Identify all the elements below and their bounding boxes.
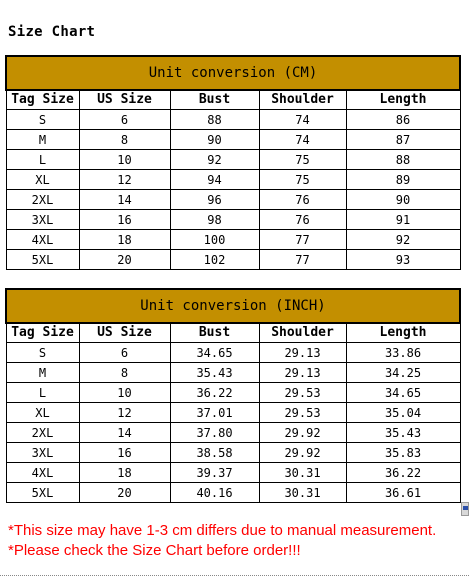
column-header: Length — [346, 90, 460, 110]
table-cell: 88 — [346, 150, 460, 170]
column-header: US Size — [79, 323, 170, 343]
table-cell: 37.01 — [170, 403, 259, 423]
table-cell: 16 — [79, 443, 170, 463]
table-cell: 93 — [346, 250, 460, 270]
table-cell: L — [6, 383, 79, 403]
table-row — [6, 190, 460, 210]
table-cell: 10 — [79, 383, 170, 403]
table-row — [6, 250, 460, 270]
table-cell: XL — [6, 170, 79, 190]
scroll-marker-icon — [461, 502, 469, 516]
table-cell: 88 — [170, 110, 259, 130]
size-table-inch — [5, 288, 461, 503]
table-cell: XL — [6, 403, 79, 423]
table-cell: 92 — [346, 230, 460, 250]
table-cell: 35.43 — [170, 363, 259, 383]
table-heading: Unit conversion (INCH) — [6, 289, 460, 323]
table-cell: 36.61 — [346, 483, 460, 503]
table-cell: 30.31 — [259, 483, 346, 503]
table-cell: 38.58 — [170, 443, 259, 463]
table-cell: 90 — [346, 190, 460, 210]
table-cell: 5XL — [6, 250, 79, 270]
table-row — [6, 403, 460, 423]
bottom-divider — [0, 575, 469, 576]
table-row — [6, 423, 460, 443]
table-cell: 102 — [170, 250, 259, 270]
table-cell: 29.13 — [259, 343, 346, 363]
table-cell: 18 — [79, 230, 170, 250]
table-cell: 87 — [346, 130, 460, 150]
table-cell: 6 — [79, 343, 170, 363]
table-cell: 76 — [259, 190, 346, 210]
column-header: Tag Size — [6, 323, 79, 343]
column-header: Length — [346, 323, 460, 343]
table-cell: 37.80 — [170, 423, 259, 443]
table-cell: 36.22 — [346, 463, 460, 483]
table-row — [6, 150, 460, 170]
column-header: Tag Size — [6, 90, 79, 110]
table-cell: 8 — [79, 130, 170, 150]
table-cell: 77 — [259, 250, 346, 270]
table-row — [6, 130, 460, 150]
table-cell: 86 — [346, 110, 460, 130]
table-cell: 34.65 — [346, 383, 460, 403]
table-cell: 14 — [79, 423, 170, 443]
table-cell: 20 — [79, 250, 170, 270]
table-cell: 34.65 — [170, 343, 259, 363]
table-cell: 29.92 — [259, 423, 346, 443]
table-cell: 29.92 — [259, 443, 346, 463]
column-header: Bust — [170, 90, 259, 110]
table-cell: 20 — [79, 483, 170, 503]
table-cell: 89 — [346, 170, 460, 190]
table-cell: 3XL — [6, 443, 79, 463]
table-cell: 29.53 — [259, 383, 346, 403]
table-row — [6, 343, 460, 363]
table-cell: 39.37 — [170, 463, 259, 483]
table-row — [6, 170, 460, 190]
table-row — [6, 230, 460, 250]
table-cell: 35.43 — [346, 423, 460, 443]
table-cell: L — [6, 150, 79, 170]
table-cell: S — [6, 343, 79, 363]
size-table-cm — [5, 55, 461, 270]
table-cell: 6 — [79, 110, 170, 130]
table-cell: 40.16 — [170, 483, 259, 503]
table-cell: 75 — [259, 150, 346, 170]
column-header: Shoulder — [259, 90, 346, 110]
table-row — [6, 443, 460, 463]
table-cell: 2XL — [6, 190, 79, 210]
table-cell: 8 — [79, 363, 170, 383]
table-cell: 4XL — [6, 230, 79, 250]
check-size-note: *Please check the Size Chart before order!!! — [8, 542, 301, 559]
table-cell: 34.25 — [346, 363, 460, 383]
table-cell: 18 — [79, 463, 170, 483]
page-title: Size Chart — [8, 24, 96, 40]
table-cell: 96 — [170, 190, 259, 210]
table-row — [6, 483, 460, 503]
table-cell: 75 — [259, 170, 346, 190]
table-cell: 74 — [259, 130, 346, 150]
table-cell: 14 — [79, 190, 170, 210]
table-cell: 29.13 — [259, 363, 346, 383]
table-cell: 5XL — [6, 483, 79, 503]
table-cell: 4XL — [6, 463, 79, 483]
table-cell: 91 — [346, 210, 460, 230]
table-cell: S — [6, 110, 79, 130]
table-cell: 35.04 — [346, 403, 460, 423]
table-cell: 33.86 — [346, 343, 460, 363]
table-cell: 30.31 — [259, 463, 346, 483]
table-cell: 92 — [170, 150, 259, 170]
table-row — [6, 463, 460, 483]
table-cell: 77 — [259, 230, 346, 250]
table-heading: Unit conversion (CM) — [6, 56, 460, 90]
column-header: US Size — [79, 90, 170, 110]
table-row — [6, 210, 460, 230]
table-row — [6, 110, 460, 130]
table-cell: 2XL — [6, 423, 79, 443]
table-cell: 35.83 — [346, 443, 460, 463]
table-cell: 98 — [170, 210, 259, 230]
table-cell: 16 — [79, 210, 170, 230]
table-cell: 29.53 — [259, 403, 346, 423]
table-cell: 12 — [79, 403, 170, 423]
table-row — [6, 383, 460, 403]
column-header: Shoulder — [259, 323, 346, 343]
column-header: Bust — [170, 323, 259, 343]
table-cell: 90 — [170, 130, 259, 150]
table-cell: 94 — [170, 170, 259, 190]
table-cell: 36.22 — [170, 383, 259, 403]
table-cell: M — [6, 130, 79, 150]
table-cell: 74 — [259, 110, 346, 130]
measurement-note: *This size may have 1-3 cm differs due to manual measurement. — [8, 522, 437, 539]
table-cell: 100 — [170, 230, 259, 250]
table-cell: 12 — [79, 170, 170, 190]
table-cell: 76 — [259, 210, 346, 230]
table-cell: M — [6, 363, 79, 383]
table-cell: 3XL — [6, 210, 79, 230]
table-row — [6, 363, 460, 383]
table-cell: 10 — [79, 150, 170, 170]
